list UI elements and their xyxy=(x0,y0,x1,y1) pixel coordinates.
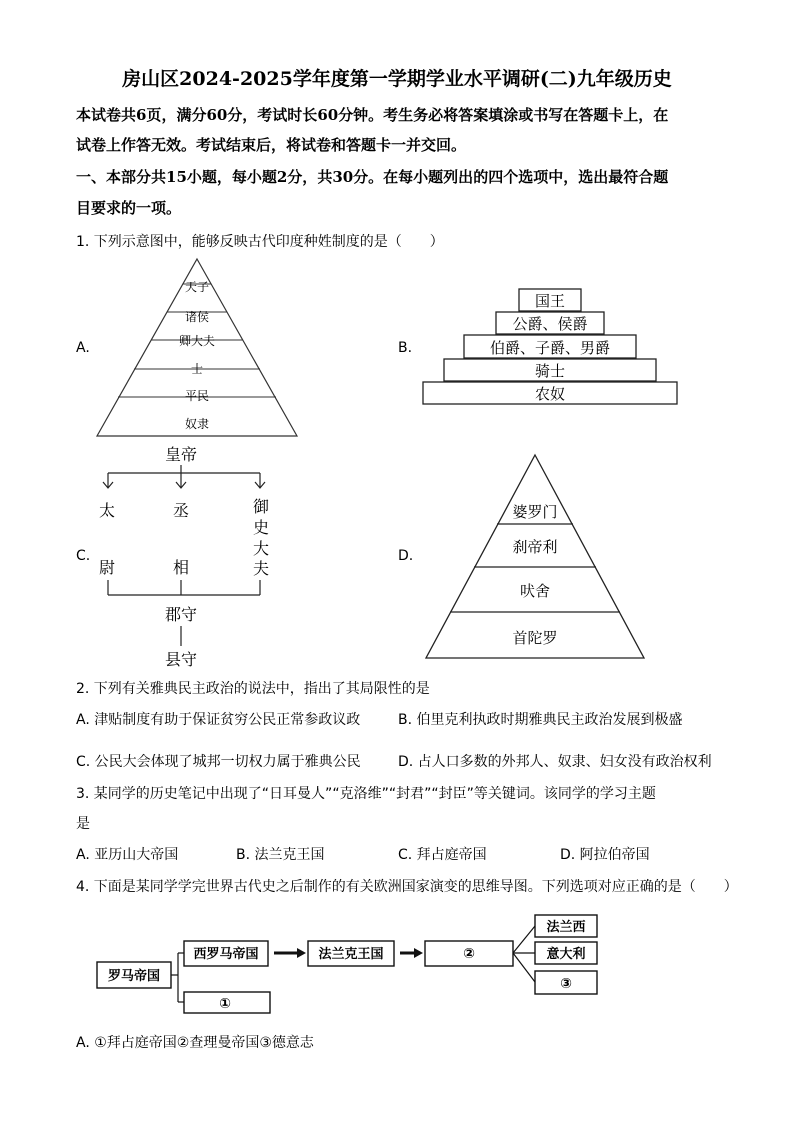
q2-option-a: A. 津贴制度有助于保证贫穷公民正常参政议政 xyxy=(76,712,361,728)
chart-c-taiwei-1: 太 xyxy=(98,501,116,520)
q3-option-c: C. 拜占庭帝国 xyxy=(398,847,487,863)
pyramid-a-tier-5: 平民 xyxy=(184,389,210,403)
q1-option-d-label: D. xyxy=(398,548,414,564)
stairs-b-tier-2: 公爵、侯爵 xyxy=(512,315,588,333)
mindmap-west-rome: 西罗马帝国 xyxy=(193,947,259,962)
pyramid-d-brahmin: 婆罗门 xyxy=(512,503,558,521)
caste-system-pyramid xyxy=(422,452,648,662)
section-heading-line-2: 目要求的一项。 xyxy=(76,199,182,217)
chart-c-taiwei-2: 尉 xyxy=(98,558,116,577)
q1-option-a-label: A. xyxy=(76,340,90,356)
chart-c-emperor: 皇帝 xyxy=(164,445,198,464)
zhou-hierarchy-pyramid xyxy=(94,256,300,438)
mindmap-blank-3: ③ xyxy=(560,976,572,992)
pyramid-a-tier-1: 天子 xyxy=(184,280,210,294)
q2-option-d: D. 占人口多数的外邦人、奴隶、妇女没有政治权利 xyxy=(398,754,712,770)
chart-c-junshou: 郡守 xyxy=(164,605,198,624)
page-title: 房山区2024-2025学年度第一学期学业水平调研(二)九年级历史 xyxy=(122,68,672,90)
q3-option-a: A. 亚历山大帝国 xyxy=(76,847,179,863)
chart-c-yushi-3: 大 xyxy=(252,539,270,558)
stairs-b-tier-5: 农奴 xyxy=(534,385,566,403)
chart-c-xianshou: 县守 xyxy=(164,650,198,669)
mindmap-italy: 意大利 xyxy=(546,947,586,962)
q2-stem: 2. 下列有关雅典民主政治的说法中，指出了其局限性的是 xyxy=(76,681,430,697)
pyramid-a-tier-6: 奴隶 xyxy=(184,417,210,431)
chart-c-chengxiang-2: 相 xyxy=(172,558,190,577)
mindmap-blank-1: ① xyxy=(219,996,231,1012)
europe-evolution-mindmap xyxy=(94,910,606,1018)
mindmap-frank: 法兰克王国 xyxy=(318,947,384,962)
stairs-b-tier-4: 骑士 xyxy=(534,362,566,380)
q1-option-b-label: B. xyxy=(398,340,413,356)
intro-line-1: 本试卷共6页，满分60分，考试时长60分钟。考生务必将答案填涂或书写在答题卡上，在 xyxy=(76,106,669,124)
pyramid-a-tier-3: 卿大夫 xyxy=(178,334,216,348)
intro-line-2: 试卷上作答无效。考试结束后，将试卷和答题卡一并交回。 xyxy=(76,136,467,154)
mindmap-root: 罗马帝国 xyxy=(107,969,161,984)
q4-option-a: A. ①拜占庭帝国②查理曼帝国③德意志 xyxy=(76,1035,314,1051)
pyramid-a-tier-2: 诸侯 xyxy=(184,310,210,324)
q3-option-d: D. 阿拉伯帝国 xyxy=(560,847,650,863)
qin-central-system-chart xyxy=(90,440,280,672)
pyramid-a-tier-4: 士 xyxy=(190,362,204,376)
q2-option-c: C. 公民大会体现了城邦一切权力属于雅典公民 xyxy=(76,754,361,770)
mindmap-france: 法兰西 xyxy=(546,920,586,935)
stairs-b-tier-3: 伯爵、子爵、男爵 xyxy=(489,339,611,357)
q2-option-b: B. 伯里克利执政时期雅典民主政治发展到极盛 xyxy=(398,712,683,728)
pyramid-d-kshatriya: 刹帝利 xyxy=(512,538,558,556)
pyramid-d-vaishya: 吠舍 xyxy=(519,582,551,600)
pyramid-d-shudra: 首陀罗 xyxy=(512,629,558,647)
stairs-b-tier-1: 国王 xyxy=(534,292,566,310)
chart-c-chengxiang-1: 丞 xyxy=(172,501,190,520)
chart-c-yushi-2: 史 xyxy=(252,518,270,537)
q3-stem-line-1: 3. 某同学的历史笔记中出现了“日耳曼人”“克洛维”“封君”“封臣”等关键词。该同学的学习主题 xyxy=(76,786,656,802)
chart-c-yushi-1: 御 xyxy=(252,497,270,516)
q4-stem: 4. 下面是某同学学完世界古代史之后制作的有关欧洲国家演变的思维导图。下列选项对应正确的是（ ） xyxy=(76,879,738,895)
q3-stem-line-2: 是 xyxy=(76,816,90,832)
chart-c-yushi-4: 夫 xyxy=(252,559,270,578)
q3-option-b: B. 法兰克王国 xyxy=(236,847,325,863)
mindmap-blank-2: ② xyxy=(463,946,475,962)
section-heading-line-1: 一、本部分共15小题，每小题2分，共30分。在每小题列出的四个选项中，选出最符合题 xyxy=(76,168,669,186)
q1-stem: 1. 下列示意图中，能够反映古代印度种姓制度的是（ ） xyxy=(76,234,444,250)
q1-option-c-label: C. xyxy=(76,548,91,564)
feudal-hierarchy-stairs xyxy=(420,286,682,408)
